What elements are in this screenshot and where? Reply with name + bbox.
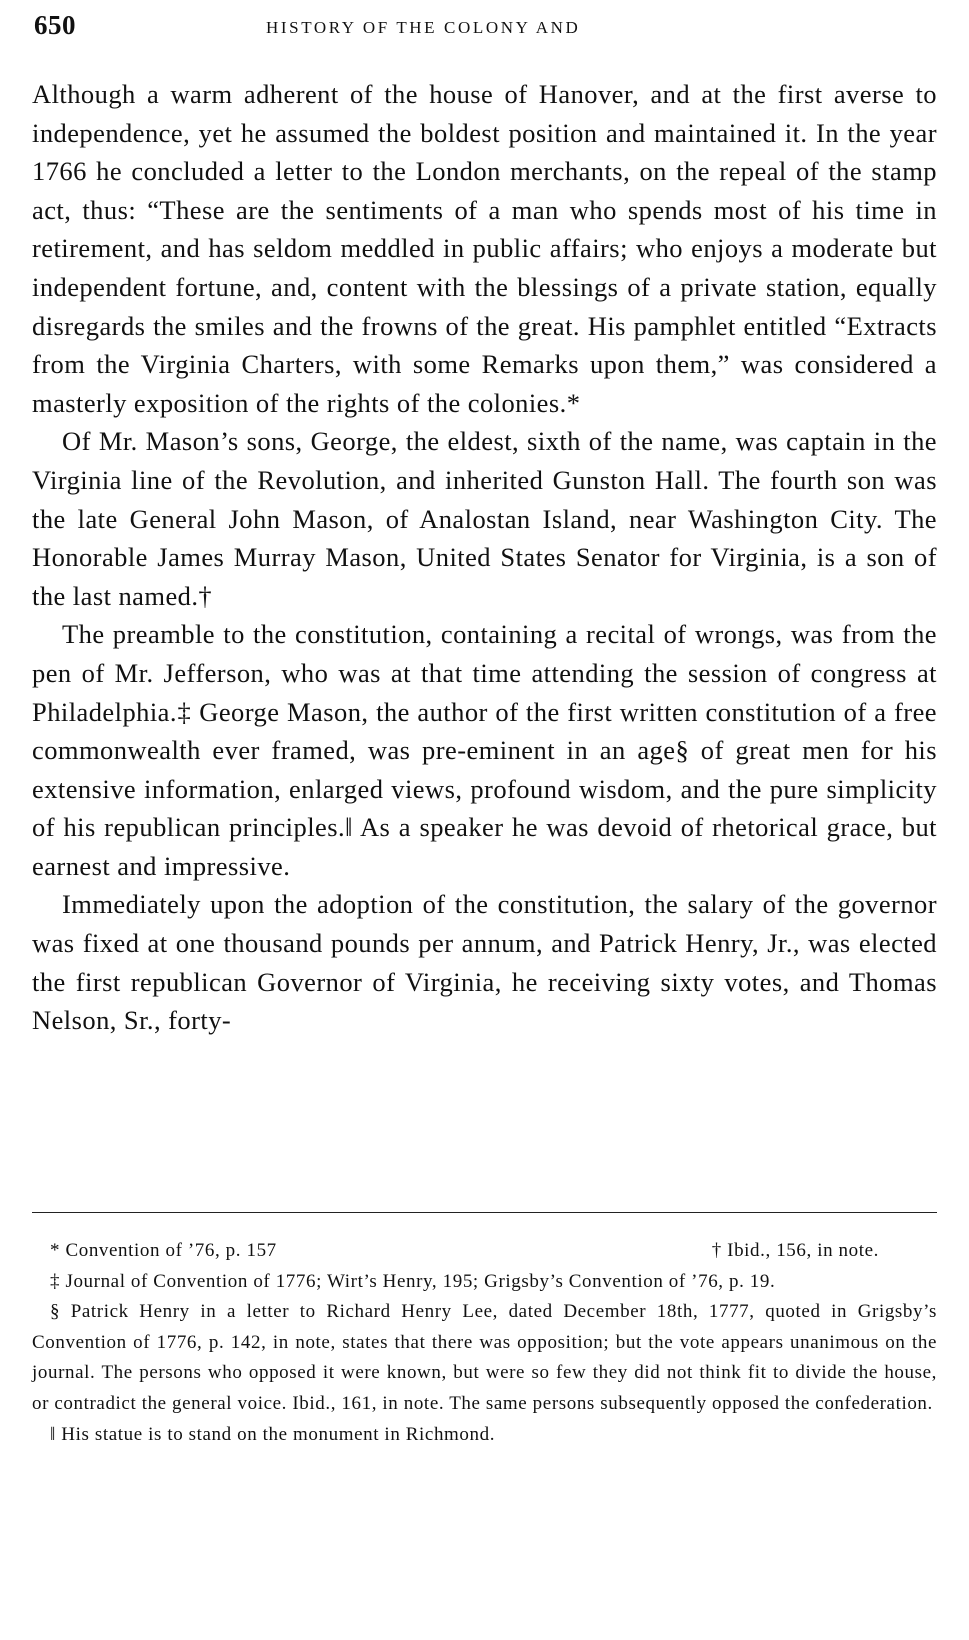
page-number: 650	[34, 10, 76, 40]
paragraph-1: Although a warm adherent of the house of Hanover, and at the first averse to independence, yet he assumed the boldest position and maintained it. In the year 1766 he concluded a letter to the London merchants, on the repeal of the stamp act, thus: “These are the sentiments of a man who spends most of his time in retirement, and has seldom meddled in public affairs; who enjoys a moderate but independent fortune, and, content with the blessings of a private station, equally disregards the smiles and the frowns of the great. His pamphlet entitled “Extracts from the Virginia Charters, with some Remarks upon them,” was considered a masterly exposition of the rights of the colonies.*	[32, 79, 937, 418]
page-header	[34, 6, 934, 46]
footnote-divider	[32, 1212, 937, 1213]
paragraph-2: Of Mr. Mason’s sons, George, the eldest, sixth of the name, was captain in the Virginia line of the Revolution, and inherited Gunston Hall. The fourth son was the late General John Mason, of Analostan Island, near Washington City. The Honorable James Murray Mason, United States Senator for Virginia, is a son of the last named.†	[32, 426, 937, 611]
footnote-double-dagger: ‡ Journal of Convention of 1776; Wirt’s Henry, 195; Grigsby’s Convention of ’76, p. 19.	[50, 1270, 776, 1292]
paragraph-4: Immediately upon the adoption of the constitution, the salary of the governor was fixed at one thousand pounds per annum, and Patrick Henry, Jr., was elected the first republican Governor of Virginia, he receiving sixty votes, and Thomas Nelson, Sr., forty-	[32, 889, 937, 1036]
footnote-star: * Convention of ’76, p. 157	[50, 1240, 277, 1261]
footnote-row-1	[32, 1236, 937, 1267]
footnote-dagger: † Ibid., 156, in note.	[711, 1240, 879, 1261]
footnote-section: § Patrick Henry in a letter to Richard Henry Lee, dated December 18th, 1777, quoted in Grigsby’s Convention of 1776, p. 142, in note, states that there was opposition; but the vote appears unanimous on the journal. The persons who opposed it were known, but were so few they did not think fit to divide the house, or contradict the general voice. Ibid., 161, in note. The same persons subsequently opposed the confederation.	[32, 1301, 937, 1414]
running-head: HISTORY OF THE COLONY AND	[266, 18, 581, 37]
paragraph-3: The preamble to the constitution, containing a recital of wrongs, was from the pen of Mr. Jefferson, who was at that time attending the session of congress at Philadelphia.‡ George Mason, the author of the first written constitution of a free commonwealth ever framed, was pre-eminent in an age§ of great men for his extensive information, enlarged views, profound wisdom, and the pure simplicity of his republican principles.‖ As a speaker he was devoid of rhetorical grace, but earnest and impressive.	[32, 619, 937, 881]
body-text	[32, 75, 937, 1040]
footnote-parallel: ‖ His statue is to stand on the monument in Richmond.	[50, 1423, 496, 1445]
footnotes	[32, 1236, 937, 1450]
